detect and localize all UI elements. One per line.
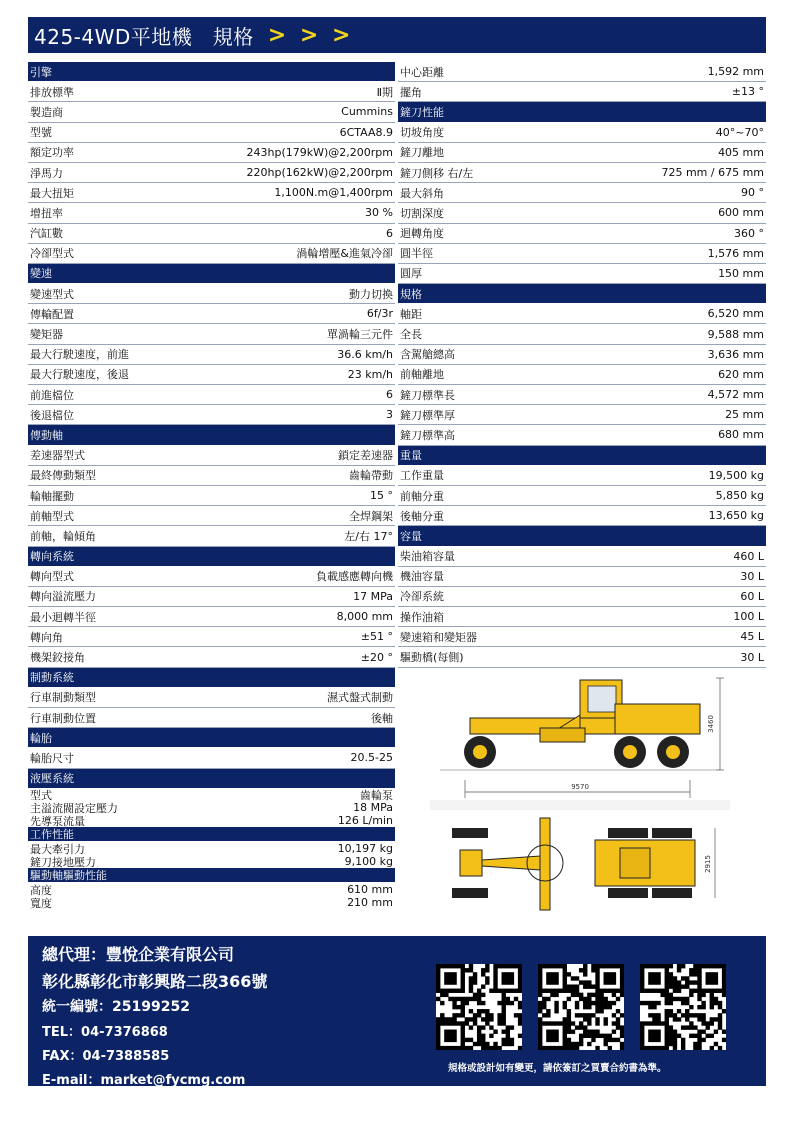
spec-label: 中心距離 <box>400 65 444 79</box>
spec-value: 動力切換 <box>349 287 393 301</box>
spec-row <box>28 587 395 607</box>
spec-value: 30 L <box>740 569 764 583</box>
spec-row <box>398 224 766 244</box>
spec-label: 操作油箱 <box>400 610 444 624</box>
spec-row <box>28 304 395 324</box>
spec-label: 切割深度 <box>400 206 444 220</box>
spec-row <box>398 425 766 445</box>
spec-value: 600 mm <box>718 206 764 220</box>
spec-value: 5,850 kg <box>715 489 764 503</box>
spec-value: 45 L <box>740 630 764 644</box>
spec-label: 變速箱和變矩器 <box>400 630 477 644</box>
spec-value: 680 mm <box>718 428 764 442</box>
spec-row <box>28 183 395 203</box>
spec-row <box>398 244 766 264</box>
spec-row <box>28 405 395 425</box>
spec-value: 15 ° <box>370 489 393 503</box>
width-dimension: 2915 <box>704 855 712 873</box>
spec-label: 行車制動類型 <box>30 691 96 705</box>
spec-row <box>28 748 395 768</box>
spec-label: 切坡角度 <box>400 126 444 140</box>
tel: TEL：04-7376868 <box>42 1025 168 1040</box>
spec-row <box>398 607 766 627</box>
section-header: 傳動軸 <box>28 425 395 445</box>
spec-label: 額定功率 <box>30 146 74 160</box>
spec-label: 鏟刀側移 右/左 <box>400 166 474 180</box>
spec-label: 圓厚 <box>400 267 422 281</box>
spec-row <box>28 896 395 909</box>
spec-label: 排放標準 <box>30 85 74 99</box>
spec-value: 4,572 mm <box>707 388 764 402</box>
spec-value: 3,636 mm <box>707 347 764 361</box>
spec-label: 最終傳動類型 <box>30 469 96 483</box>
spec-row <box>398 365 766 385</box>
spec-row <box>28 708 395 728</box>
spec-value: 6f/3r <box>366 307 393 321</box>
spec-value: 620 mm <box>718 367 764 381</box>
spec-row <box>28 567 395 587</box>
spec-value: 126 L/min <box>337 814 393 827</box>
spec-label: 轉向角 <box>30 630 63 644</box>
address: 彰化縣彰化市彰興路二段366號 <box>42 972 268 991</box>
spec-row <box>398 405 766 425</box>
side-view-drawing <box>430 670 730 800</box>
spec-row <box>28 385 395 405</box>
spec-row <box>398 587 766 607</box>
spec-row <box>28 506 395 526</box>
spec-value: 725 mm / 675 mm <box>661 166 764 180</box>
spec-row <box>398 62 766 82</box>
spec-row <box>28 203 395 223</box>
spec-value: 23 km/h <box>347 367 393 381</box>
spec-row <box>28 446 395 466</box>
spec-label: 鏟刀標準長 <box>400 388 455 402</box>
section-header: 變速 <box>28 264 395 284</box>
spec-label: 前進檔位 <box>30 388 74 402</box>
spec-label: 變矩器 <box>30 328 63 342</box>
section-header: 規格 <box>398 284 766 304</box>
spec-row <box>28 627 395 647</box>
spec-value: 25 mm <box>725 408 764 422</box>
spec-row <box>28 466 395 486</box>
spec-row <box>28 102 395 122</box>
right-spec-column <box>398 62 766 668</box>
spec-row <box>28 486 395 506</box>
machine-drawings <box>430 670 730 920</box>
section-header: 轉向系統 <box>28 547 395 567</box>
spec-value: 1,592 mm <box>707 65 764 79</box>
spec-label: 機油容量 <box>400 570 444 584</box>
section-header: 制動系統 <box>28 668 395 688</box>
spec-value: ±20 ° <box>360 650 393 664</box>
spec-row <box>398 143 766 163</box>
spec-row <box>398 264 766 284</box>
spec-value: 6 <box>386 388 393 402</box>
spec-value: 220hp(162kW)@2,200rpm <box>246 166 393 180</box>
spec-label: 鏟刀接地壓力 <box>30 855 96 869</box>
spec-value: 150 mm <box>718 266 764 280</box>
spec-value: 齒輪泵 <box>360 788 393 802</box>
spec-row <box>398 385 766 405</box>
spec-value: 6,520 mm <box>707 307 764 321</box>
spec-label: 差速器型式 <box>30 449 85 463</box>
spec-row <box>398 547 766 567</box>
spec-label: 汽缸數 <box>30 227 63 241</box>
spec-value: Cummins <box>341 105 393 119</box>
title-bar <box>28 17 766 53</box>
spec-value: 鎖定差速器 <box>338 449 393 463</box>
spec-value: 6 <box>386 226 393 240</box>
spec-value: ±13 ° <box>731 85 764 99</box>
spec-value: 負載感應轉向機 <box>316 570 393 584</box>
fax: FAX：04-7388585 <box>42 1049 170 1064</box>
top-view-drawing <box>430 810 730 920</box>
spec-row <box>398 627 766 647</box>
tax-id: 統一編號：25199252 <box>42 999 190 1015</box>
spec-value: 9,100 kg <box>344 855 393 868</box>
spec-row <box>398 183 766 203</box>
spec-label: 鏟刀標準高 <box>400 428 455 442</box>
page-title: 425-4WD平地機 規格 <box>34 24 254 49</box>
spec-value: 8,000 mm <box>336 610 393 624</box>
spec-row <box>28 324 395 344</box>
spec-label: 全長 <box>400 328 422 342</box>
spec-row <box>28 82 395 102</box>
section-header: 鏟刀性能 <box>398 102 766 122</box>
spec-row <box>28 244 395 264</box>
section-header: 工作性能 <box>28 827 395 842</box>
spec-value: 40°~70° <box>715 125 764 139</box>
contact-footer <box>28 936 766 1108</box>
spec-row <box>28 814 395 827</box>
spec-value: 1,576 mm <box>707 246 764 260</box>
spec-row <box>28 688 395 708</box>
spec-label: 輪軸擺動 <box>30 489 74 503</box>
section-header: 驅動軸驅動性能 <box>28 868 395 883</box>
spec-value: 全焊鋼架 <box>349 509 393 523</box>
spec-label: 驅動橋(每側) <box>400 651 464 665</box>
left-spec-column-lower <box>28 788 395 909</box>
spec-row <box>398 345 766 365</box>
spec-label: 圓半徑 <box>400 247 433 261</box>
facebook-qr-icon[interactable] <box>538 964 624 1050</box>
spec-label: 最大行駛速度，前進 <box>30 348 129 362</box>
website-qr-icon[interactable] <box>436 964 522 1050</box>
spec-row <box>398 324 766 344</box>
spec-label: 機架鉸接角 <box>30 651 85 665</box>
spec-row <box>398 506 766 526</box>
spec-label: 最大行駛速度，後退 <box>30 368 129 382</box>
spec-label: 增扭率 <box>30 206 63 220</box>
spec-row <box>398 82 766 102</box>
spec-label: 前軸型式 <box>30 509 74 523</box>
spec-label: 前軸離地 <box>400 368 444 382</box>
spec-row <box>398 567 766 587</box>
spec-label: 轉向溢流壓力 <box>30 590 96 604</box>
spec-label: 製造商 <box>30 105 63 119</box>
spec-row <box>398 466 766 486</box>
spec-value: 360 ° <box>734 226 764 240</box>
spec-value: 渦輪增壓&進氣冷卻 <box>296 247 393 261</box>
spec-label: 柴油箱容量 <box>400 550 455 564</box>
spec-label: 鏟刀標準厚 <box>400 408 455 422</box>
spec-label: 轉向型式 <box>30 570 74 584</box>
spec-label: 擺角 <box>400 85 422 99</box>
spec-row <box>398 203 766 223</box>
spec-label: 後退檔位 <box>30 408 74 422</box>
spec-row <box>28 284 395 304</box>
spec-value: 460 L <box>733 549 764 563</box>
spec-value: 後軸 <box>371 711 393 725</box>
spec-row <box>28 163 395 183</box>
spec-label: 最大扭矩 <box>30 186 74 200</box>
spec-row <box>398 163 766 183</box>
spec-row <box>398 486 766 506</box>
spec-label: 高度 <box>30 883 52 897</box>
spec-value: 30 L <box>740 650 764 664</box>
spec-label: 前軸分重 <box>400 489 444 503</box>
spec-value: 405 mm <box>718 145 764 159</box>
spec-row <box>398 304 766 324</box>
spec-row <box>398 123 766 143</box>
spec-value: Ⅱ期 <box>376 85 393 99</box>
section-header: 容量 <box>398 526 766 546</box>
website-link[interactable]: www.fycmg.com <box>42 1093 162 1108</box>
spec-row <box>28 647 395 667</box>
spec-label: 型號 <box>30 126 52 140</box>
spec-value: 濕式盤式制動 <box>327 691 393 705</box>
spec-label: 鏟刀離地 <box>400 146 444 160</box>
spec-value: 左/右 17° <box>344 529 393 543</box>
spec-value: 243hp(179kW)@2,200rpm <box>246 145 393 159</box>
spec-row <box>28 224 395 244</box>
spec-label: 軸距 <box>400 307 422 321</box>
spec-label: 前軸，輪傾角 <box>30 529 96 543</box>
spec-value: 單渦輪三元件 <box>327 328 393 342</box>
spec-value: 10,197 kg <box>337 842 393 855</box>
spec-label: 先導泵流量 <box>30 814 85 828</box>
section-header: 重量 <box>398 446 766 466</box>
length-dimension: 9570 <box>571 783 589 791</box>
spec-value: 齒輪帶動 <box>349 469 393 483</box>
spec-label: 輪胎尺寸 <box>30 751 74 765</box>
spec-label: 變速型式 <box>30 287 74 301</box>
spec-row <box>28 345 395 365</box>
spec-row <box>28 123 395 143</box>
spec-value: 6CTAA8.9 <box>339 125 393 139</box>
spec-value: 90 ° <box>741 186 764 200</box>
title-arrows: > > > <box>267 22 354 48</box>
spec-label: 傳輸配置 <box>30 307 74 321</box>
spec-value: 3 <box>386 408 393 422</box>
spec-value: 20.5-25 <box>350 751 393 765</box>
spec-label: 寬度 <box>30 896 52 910</box>
spec-value: 9,588 mm <box>707 327 764 341</box>
spec-row <box>28 607 395 627</box>
section-header: 引擎 <box>28 62 395 82</box>
section-header: 液壓系統 <box>28 769 395 789</box>
spec-value: 17 MPa <box>353 589 393 603</box>
spec-label: 冷卻系統 <box>400 590 444 604</box>
agent-name: 總代理：豐悅企業有限公司 <box>42 945 235 964</box>
spec-label: 冷卻型式 <box>30 247 74 261</box>
left-spec-column <box>28 62 395 789</box>
email-link[interactable]: E-mail：market@fycmg.com <box>42 1073 246 1088</box>
spec-value: ±51 ° <box>360 630 393 644</box>
spec-label: 最小迴轉半徑 <box>30 610 96 624</box>
spec-value: 100 L <box>733 610 764 624</box>
spec-label: 含駕艙總高 <box>400 348 455 362</box>
line-qr-icon[interactable] <box>640 964 726 1050</box>
spec-value: 610 mm <box>347 883 393 896</box>
spec-value: 60 L <box>740 589 764 603</box>
spec-row <box>28 365 395 385</box>
section-header: 輪胎 <box>28 728 395 748</box>
spec-row <box>28 883 395 896</box>
spec-label: 行車制動位置 <box>30 711 96 725</box>
spec-label: 淨馬力 <box>30 166 63 180</box>
spec-value: 210 mm <box>347 896 393 909</box>
spec-label: 迴轉角度 <box>400 227 444 241</box>
spec-value: 1,100N.m@1,400rpm <box>274 186 393 200</box>
spec-label: 最大斜角 <box>400 186 444 200</box>
spec-row <box>28 526 395 546</box>
height-dimension: 3460 <box>707 715 715 733</box>
spec-label: 型式 <box>30 788 52 802</box>
spec-label: 主溢流閥設定壓力 <box>30 801 118 815</box>
spec-row <box>398 647 766 667</box>
spec-label: 最大牽引力 <box>30 842 85 856</box>
spec-label: 後軸分重 <box>400 509 444 523</box>
spec-value: 18 MPa <box>353 801 393 814</box>
spec-label: 工作重量 <box>400 469 444 483</box>
disclaimer-note: 規格或設計如有變更，請依簽訂之買賣合約書為準。 <box>448 1063 667 1074</box>
spec-value: 19,500 kg <box>708 468 764 482</box>
spec-value: 30 % <box>365 206 393 220</box>
spec-row <box>28 143 395 163</box>
spec-value: 36.6 km/h <box>337 347 393 361</box>
spec-value: 13,650 kg <box>708 509 764 523</box>
